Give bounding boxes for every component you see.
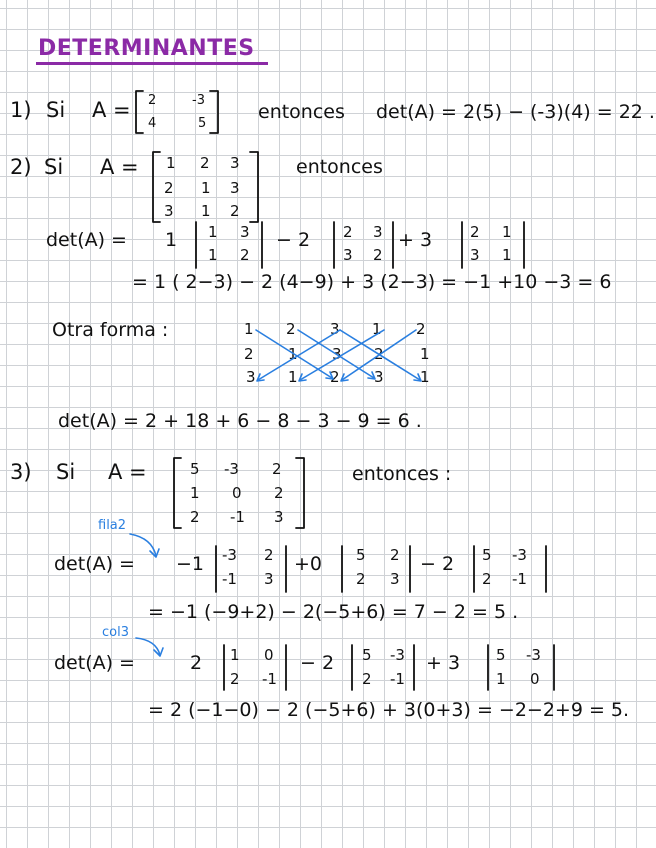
minor-cell: 3: [470, 246, 480, 264]
matrix-cell: 5: [198, 116, 207, 131]
matrix-cell: 2: [272, 460, 282, 478]
sarrus-cell: 2: [244, 345, 254, 363]
matrix-cell: 1: [201, 202, 211, 220]
det-expansion-line: = 2 (−1−0) − 2 (−5+6) + 3(0+3) = −2−2+9 = 5.: [148, 699, 630, 721]
sarrus-cell: 2: [330, 368, 340, 386]
bracket-left: [174, 458, 181, 528]
si-word: Si: [56, 460, 76, 484]
entonces-word: entonces: [258, 101, 345, 123]
sarrus-cell: 1: [420, 368, 430, 386]
minor-cell: 2: [482, 570, 492, 588]
sarrus-cell: 3: [246, 368, 256, 386]
det-sarrus-result: det(A) = 2 + 18 + 6 − 8 − 3 − 9 = 6 .: [58, 410, 422, 432]
minor-cell: 2: [362, 670, 372, 688]
minor-cell: 0: [530, 670, 540, 688]
det-label: det(A) =: [54, 553, 135, 575]
si-word: Si: [46, 98, 66, 122]
entonces-word: entonces: [296, 156, 383, 178]
matrix-cell: 2: [230, 202, 240, 220]
sarrus-arrow: [258, 330, 340, 380]
matrix-cell: -3: [192, 93, 205, 108]
matrix-cell: 2: [148, 93, 157, 108]
sarrus-cell: 1: [420, 345, 430, 363]
bracket-right: [296, 458, 304, 528]
matrix-cell: 2: [164, 179, 174, 197]
cofactor-coef: −1: [176, 553, 205, 575]
det-result: det(A) = 2(5) − (-3)(4) = 22 .: [376, 101, 655, 123]
sarrus-cell: 3: [330, 320, 340, 338]
matrix-cell: -3: [224, 460, 239, 478]
minor-cell: 2: [230, 670, 240, 688]
minor-cell: 2: [470, 223, 480, 241]
minor-cell: -1: [262, 670, 277, 688]
matrix-lhs: A =: [108, 460, 147, 484]
bracket-left: [136, 91, 143, 133]
bracket-right: [250, 152, 258, 222]
col3-annotation: col3: [102, 625, 129, 640]
minor-cell: -3: [222, 546, 237, 564]
minor-cell: 5: [482, 546, 492, 564]
matrix-cell: 1: [201, 179, 211, 197]
page-title: DETERMINANTES: [38, 36, 255, 61]
det-expansion-line: = −1 (−9+2) − 2(−5+6) = 7 − 2 = 5 .: [148, 601, 519, 623]
minor-cell: 3: [390, 570, 400, 588]
minor-cell: 1: [496, 670, 506, 688]
matrix-cell: 2: [274, 484, 284, 502]
matrix-cell: 5: [190, 460, 200, 478]
cofactor-coef: − 2: [300, 652, 335, 674]
matrix-lhs: A =: [100, 155, 139, 179]
fila2-annotation: fila2: [98, 518, 127, 533]
minor-cell: 1: [502, 223, 512, 241]
cofactor-coef: + 3: [398, 229, 433, 251]
minor-cell: 2: [240, 246, 250, 264]
minor-cell: 2: [373, 246, 383, 264]
matrix-cell: 1: [190, 484, 200, 502]
matrix-cell: 3: [230, 154, 240, 172]
cofactor-coef: 2: [190, 652, 203, 674]
minor-cell: 1: [502, 246, 512, 264]
exercise-number: 1): [10, 98, 32, 122]
minor-cell: 3: [264, 570, 274, 588]
matrix-lhs: A =: [92, 98, 131, 122]
cofactor-coef: − 2: [276, 229, 311, 251]
minor-cell: 3: [373, 223, 383, 241]
minor-cell: 1: [208, 223, 218, 241]
exercise-number: 3): [10, 460, 32, 484]
matrix-cell: 2: [200, 154, 210, 172]
sarrus-arrow: [298, 330, 374, 378]
det-expansion-line: = 1 ( 2−3) − 2 (4−9) + 3 (2−3) = −1 +10 −3 = 6: [132, 271, 612, 293]
sarrus-cell: 2: [416, 320, 426, 338]
sarrus-cell: 1: [288, 368, 298, 386]
bracket-right: [210, 91, 218, 133]
sarrus-cell: 2: [374, 345, 384, 363]
sarrus-arrow: [256, 330, 332, 378]
minor-cell: 5: [496, 646, 506, 664]
sarrus-cell: 3: [332, 345, 342, 363]
minor-cell: 3: [343, 246, 353, 264]
bracket-left: [153, 152, 160, 222]
cofactor-coef: 1: [165, 229, 178, 251]
entonces-word: entonces :: [352, 463, 452, 485]
minor-cell: -3: [390, 646, 405, 664]
sarrus-cell: 1: [288, 345, 298, 363]
sarrus-cell: 2: [286, 320, 296, 338]
minor-cell: 0: [264, 646, 274, 664]
matrix-cell: 2: [190, 508, 200, 526]
si-word: Si: [44, 155, 64, 179]
minor-cell: 5: [362, 646, 372, 664]
cofactor-coef: − 2: [420, 553, 455, 575]
minor-cell: -3: [526, 646, 541, 664]
matrix-cell: 3: [164, 202, 174, 220]
minor-cell: -1: [222, 570, 237, 588]
minor-cell: -1: [390, 670, 405, 688]
minor-cell: 2: [343, 223, 353, 241]
matrix-cell: 4: [148, 116, 157, 131]
otra-forma-label: Otra forma :: [52, 319, 169, 341]
sarrus-cell: 1: [372, 320, 382, 338]
matrix-cell: 3: [230, 179, 240, 197]
minor-cell: 1: [208, 246, 218, 264]
sarrus-cell: 1: [244, 320, 254, 338]
matrix-cell: 1: [166, 154, 176, 172]
matrix-cell: -1: [230, 508, 245, 526]
det-label: det(A) =: [54, 652, 135, 674]
minor-cell: -1: [512, 570, 527, 588]
exercise-number: 2): [10, 155, 32, 179]
minor-cell: 2: [390, 546, 400, 564]
sarrus-cell: 3: [374, 368, 384, 386]
minor-cell: 2: [356, 570, 366, 588]
minor-cell: 2: [264, 546, 274, 564]
minor-cell: -3: [512, 546, 527, 564]
matrix-cell: 0: [232, 484, 242, 502]
cofactor-coef: + 3: [426, 652, 461, 674]
det-label: det(A) =: [46, 229, 127, 251]
matrix-cell: 3: [274, 508, 284, 526]
minor-cell: 3: [240, 223, 250, 241]
minor-cell: 5: [356, 546, 366, 564]
cofactor-coef: +0: [294, 553, 323, 575]
minor-cell: 1: [230, 646, 240, 664]
